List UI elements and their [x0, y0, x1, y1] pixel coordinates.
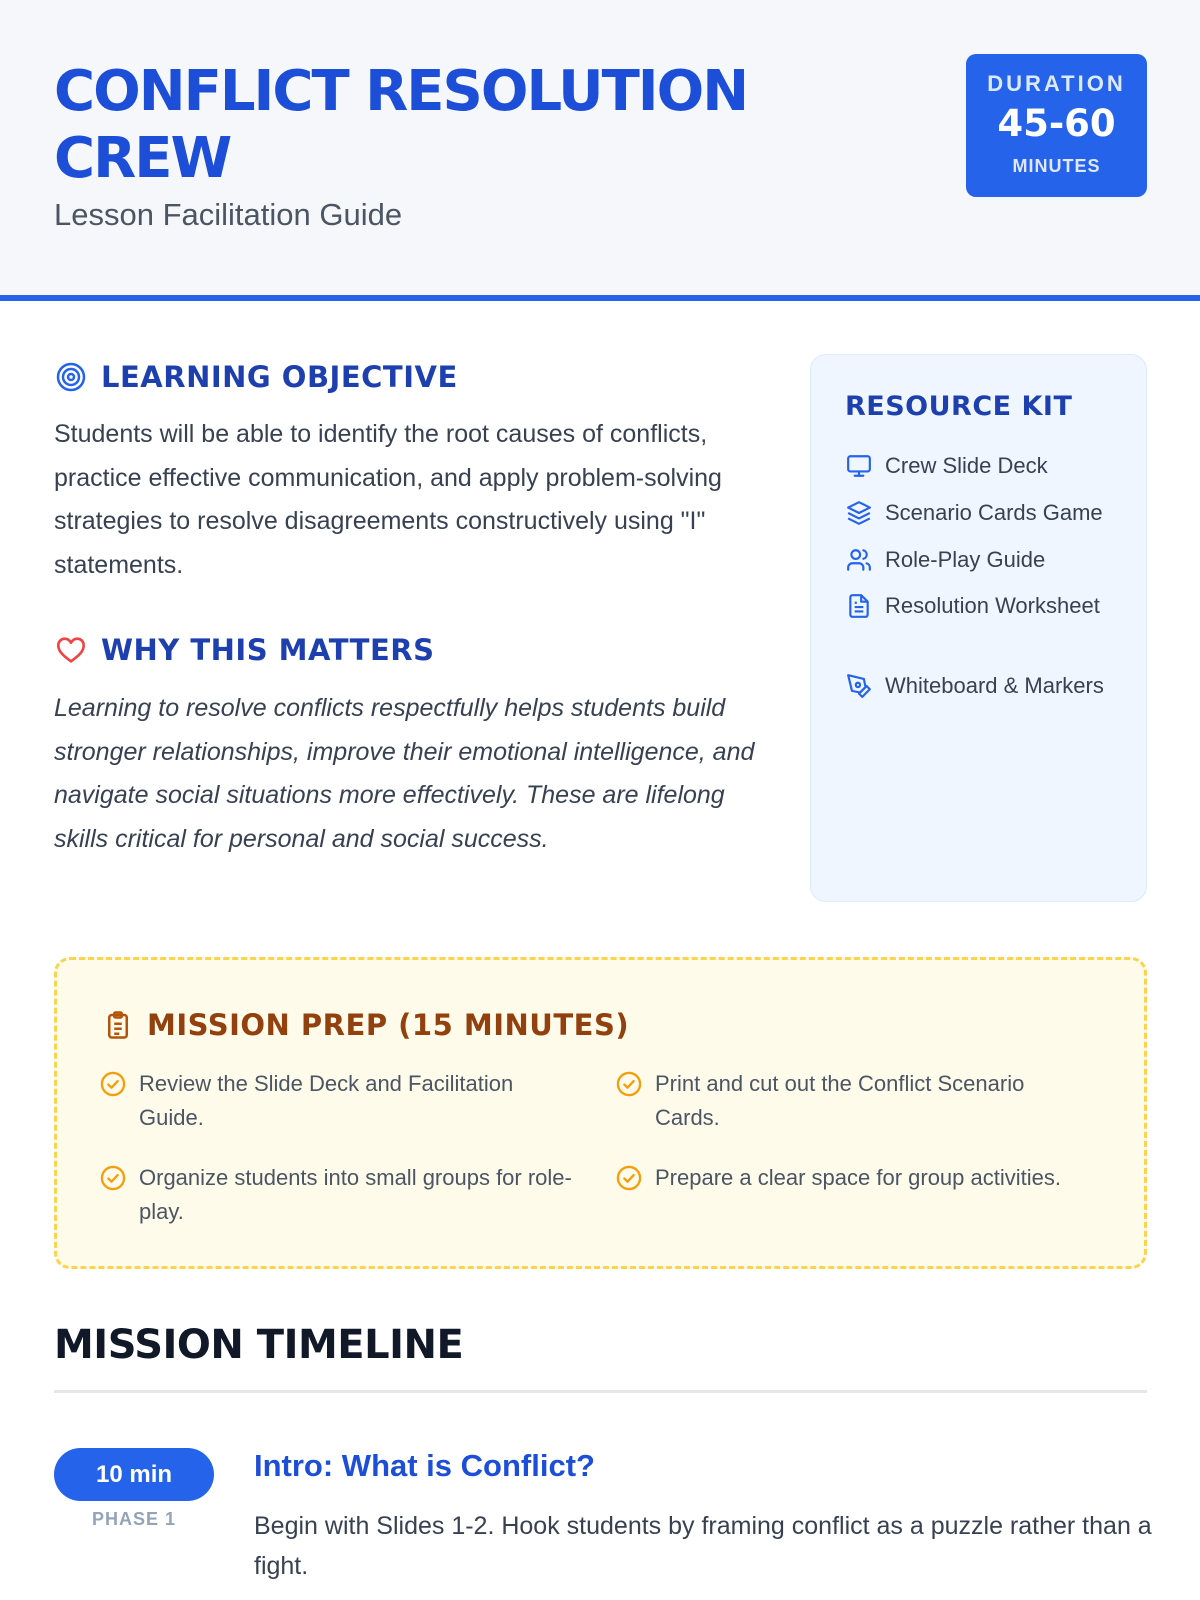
- timeline-heading: MISSION TIMELINE: [54, 1322, 464, 1368]
- prep-item-text: Review the Slide Deck and Facilitation Guide.: [139, 1071, 514, 1130]
- clipboard-icon: [101, 1008, 135, 1042]
- resource-item-label: Scenario Cards Game: [885, 500, 1103, 525]
- resource-item: [845, 543, 1125, 577]
- users-icon: [845, 546, 873, 574]
- pen-icon: [845, 672, 873, 700]
- why-heading-text: WHY THIS MATTERS: [101, 633, 435, 667]
- resource-item: [845, 496, 1125, 530]
- why-heading: [54, 633, 435, 667]
- prep-heading: [101, 1008, 629, 1042]
- monitor-icon: [845, 452, 873, 480]
- duration-unit: MINUTES: [1012, 156, 1101, 176]
- objective-heading-text: LEARNING OBJECTIVE: [101, 360, 458, 394]
- timeline-divider: [54, 1390, 1147, 1393]
- phase-description: Begin with Slides 1-2. Hook students by framing conflict as a puzzle rather than a fight.: [254, 1512, 1152, 1580]
- resource-item-label: Whiteboard & Markers: [885, 673, 1104, 698]
- check-circle-icon: [99, 1070, 127, 1098]
- resource-kit-card: [810, 354, 1147, 902]
- prep-item: [99, 1161, 579, 1229]
- resource-item-label: Resolution Worksheet: [885, 593, 1100, 618]
- prep-item-text: Print and cut out the Conflict Scenario Cards.: [655, 1071, 1025, 1130]
- prep-item-text: Prepare a clear space for group activities.: [655, 1165, 1061, 1190]
- target-icon: [54, 360, 88, 394]
- objective-text: Students will be able to identify the root causes of conflicts, practice effective communication, and apply problem-solving strategies to resolve disagreements constructively using "I" statements.: [54, 420, 722, 579]
- layers-icon: [845, 499, 873, 527]
- resource-item: [845, 589, 1125, 623]
- duration-badge: [966, 54, 1147, 197]
- resource-item-label: Role-Play Guide: [885, 547, 1046, 572]
- duration-value: 45-60: [997, 102, 1116, 145]
- heart-icon: [54, 633, 88, 667]
- prep-item: [615, 1067, 1095, 1135]
- check-circle-icon: [99, 1164, 127, 1192]
- page-title: CONFLICT RESOLUTION CREW: [54, 59, 748, 191]
- phase-label: PHASE 1: [91, 1509, 177, 1529]
- prep-item: [615, 1161, 1095, 1195]
- phase-title: Intro: What is Conflict?: [254, 1448, 595, 1483]
- page-subtitle: Lesson Facilitation Guide: [54, 197, 403, 232]
- resource-kit-title: RESOURCE KIT: [845, 391, 1073, 422]
- document-icon: [845, 592, 873, 620]
- prep-item-text: Organize students into small groups for role-play.: [139, 1165, 572, 1224]
- page-header: [0, 0, 1200, 301]
- check-circle-icon: [615, 1164, 643, 1192]
- check-circle-icon: [615, 1070, 643, 1098]
- prep-item: [99, 1067, 579, 1135]
- phase-duration-pill: 10 min: [54, 1448, 214, 1501]
- why-text: Learning to resolve conflicts respectfully helps students build stronger relationships, improve their emotional intelligence, and navigate social situations more effectively. These are lifelong skills critical for personal and social success.: [54, 694, 755, 853]
- prep-heading-text: MISSION PREP (15 MINUTES): [147, 1008, 630, 1042]
- resource-item: [845, 449, 1125, 483]
- objective-heading: [54, 360, 458, 394]
- resource-item: [845, 669, 1125, 703]
- resource-item-label: Crew Slide Deck: [885, 453, 1048, 478]
- mission-prep-box: [54, 957, 1147, 1269]
- duration-label: DURATION: [987, 71, 1126, 96]
